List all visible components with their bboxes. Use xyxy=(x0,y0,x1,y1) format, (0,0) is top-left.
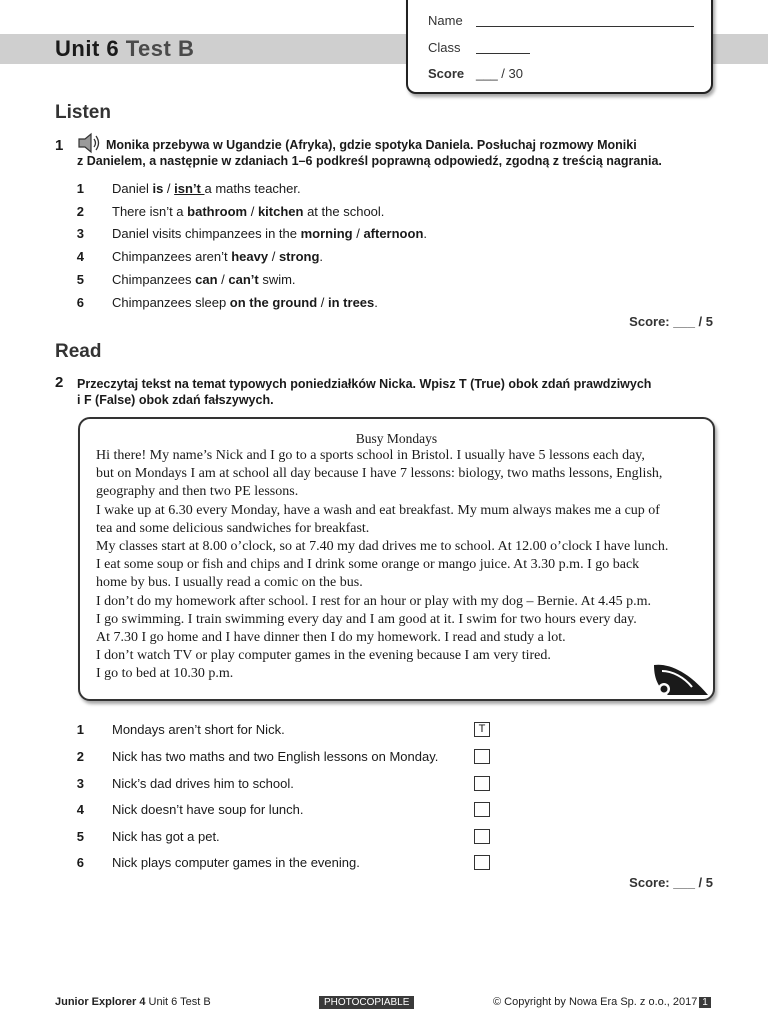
task-2-number: 2 xyxy=(55,374,64,391)
text-line: I go to bed at 10.30 p.m. xyxy=(96,666,234,682)
text-line: but on Mondays I am at school all day because I have 7 lessons: biology, two maths lessons, English, xyxy=(96,466,663,482)
footer-book: Junior Explorer 4 xyxy=(55,996,146,1008)
option-b[interactable]: kitchen xyxy=(257,204,304,219)
page-curl-icon xyxy=(648,659,712,704)
page-number: 1 xyxy=(699,997,711,1008)
text-line: I don’t do my homework after school. I rest for an hour or play with my dog – Bernie. At 4.45 p.m. xyxy=(96,593,651,609)
answer-box[interactable] xyxy=(474,829,490,844)
option-b[interactable]: afternoon xyxy=(363,226,424,241)
answer-box[interactable]: T xyxy=(474,722,490,737)
task-1-instruction-line-2: z Danielem, a następnie w zdaniach 1–6 podkreśl poprawną odpowiedź, zgodną z treścią nagrania. xyxy=(77,154,662,168)
reading-text xyxy=(96,447,696,684)
answer-box[interactable] xyxy=(474,802,490,817)
answer-box[interactable] xyxy=(474,776,490,791)
reading-text-box xyxy=(78,417,715,701)
footer-copyright: © Copyright by Nowa Era Sp. z o.o., 2017 xyxy=(493,996,698,1008)
score-total: ___ / 30 xyxy=(476,66,523,81)
task-2-instruction-line-1: Przeczytaj tekst na temat typowych poniedziałków Nicka. Wpisz T (True) obok zdań prawdziwych xyxy=(77,377,652,391)
option-b-underlined[interactable]: isn’t xyxy=(174,181,205,196)
class-field[interactable] xyxy=(476,53,530,54)
unit-label: Unit 6 xyxy=(55,36,120,61)
name-field[interactable] xyxy=(476,26,694,27)
text-line: I go swimming. I train swimming every day and I am good at it. I swim for two hours every day. xyxy=(96,611,637,627)
name-label: Name xyxy=(428,13,463,28)
text-line: geography and then two PE lessons. xyxy=(96,484,299,500)
read-score: Score: ___ / 5 xyxy=(629,875,713,890)
read-heading: Read xyxy=(55,341,102,362)
option-b[interactable]: can’t xyxy=(228,272,259,287)
listen-score: Score: ___ / 5 xyxy=(629,314,713,329)
option-a[interactable]: on the ground xyxy=(229,295,318,310)
text-line: home by bus. I usually read a comic on the bus. xyxy=(96,575,363,591)
footer-book-info xyxy=(55,996,211,1008)
footer-test: Unit 6 Test B xyxy=(148,996,211,1008)
listen-heading: Listen xyxy=(55,102,111,123)
class-label: Class xyxy=(428,40,461,55)
task-1-number: 1 xyxy=(55,137,64,154)
text-line: Hi there! My name’s Nick and I go to a sports school in Bristol. I usually have 5 lessons each day, xyxy=(96,448,645,463)
text-line: I wake up at 6.30 every Monday, have a wash and eat breakfast. My mum always makes me a cup of xyxy=(96,502,660,518)
option-a[interactable]: is xyxy=(152,181,164,196)
option-a[interactable]: morning xyxy=(300,226,353,241)
score-label: Score xyxy=(428,66,465,81)
option-b[interactable]: in trees xyxy=(328,295,375,310)
text-line: tea and some delicious sandwiches for breakfast. xyxy=(96,520,370,536)
reading-title: Busy Mondays xyxy=(355,431,438,446)
option-a[interactable]: heavy xyxy=(231,249,269,264)
text-line: I don’t watch TV or play computer games in the evening because I am very tired. xyxy=(96,648,551,664)
text-line: I eat some soup or fish and chips and I drink some orange or mango juice. At 3.30 p.m. I go back xyxy=(96,557,640,573)
text-line: At 7.30 I go home and I have dinner then I do my homework. I read and study a lot. xyxy=(96,630,566,646)
task-2-instruction-line-2: i F (False) obok zdań fałszywych. xyxy=(77,393,274,407)
task-1-instruction-line-1: Monika przebywa w Ugandzie (Afryka), gdzie spotyka Daniela. Posłuchaj rozmowy Moniki xyxy=(106,138,637,152)
option-a[interactable]: can xyxy=(195,272,218,287)
photocopiable-badge: PHOTOCOPIABLE xyxy=(319,996,414,1009)
option-a[interactable]: bathroom xyxy=(187,204,248,219)
test-label: Test B xyxy=(125,36,195,61)
option-b[interactable]: strong xyxy=(278,249,320,264)
student-info-box xyxy=(406,0,713,94)
answer-box[interactable] xyxy=(474,855,490,870)
page-title xyxy=(55,36,194,62)
text-line: My classes start at 8.00 o’clock, so at 7.40 my dad drives me to school. At 12.00 o’clock I have lunch. xyxy=(96,539,669,555)
answer-box[interactable] xyxy=(474,749,490,764)
